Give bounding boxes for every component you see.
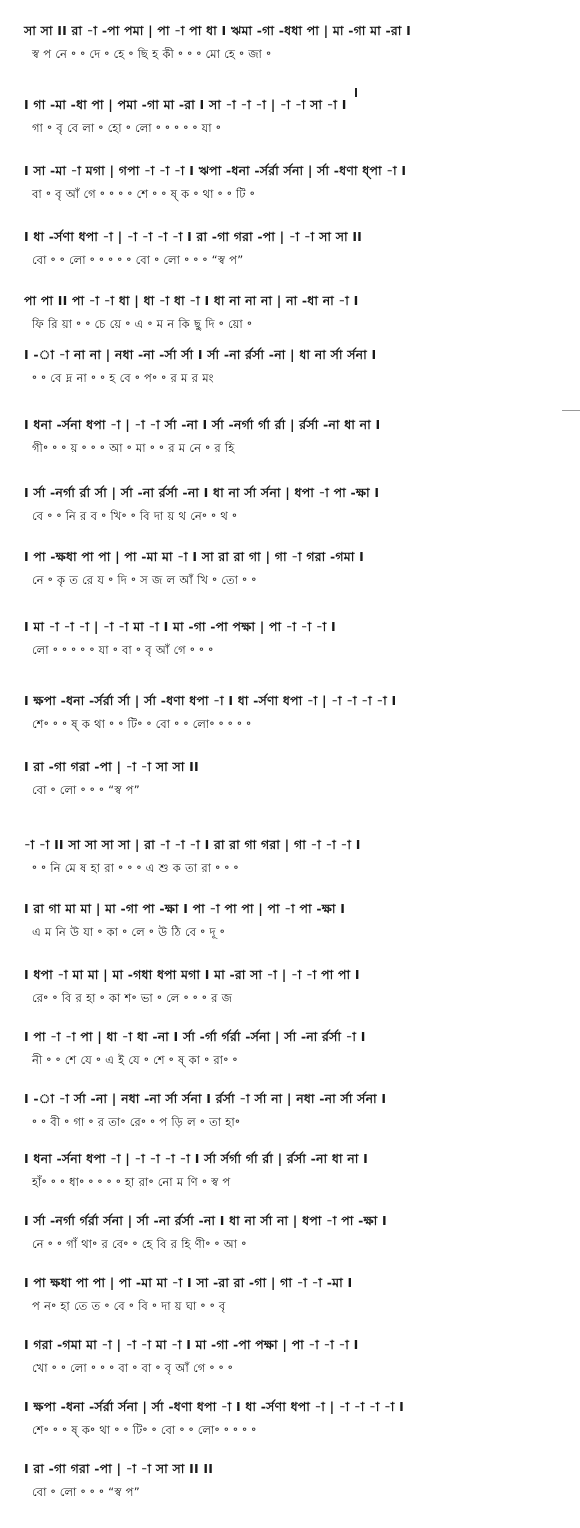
notes-line: I রা -গা গরা -পা | -া -া সা সা II II	[24, 1461, 214, 1476]
notes-line: I সা -মা -া মগা | গপা -া -া -া I ঋপা -ধনা -র্সর্রা র্সনা | র্সা -ধণা ধ্পা -া I	[24, 163, 407, 178]
lyrics-line: বা ॰ বৃ আঁ গে ॰ ॰ ॰ ॰ শে ॰ ॰ ষ্ ক ॰ থা ॰ ॰ টি ॰	[32, 187, 255, 201]
notes-line: I গরা -গমা মা -া | -া -া মা -া I মা -গা -পা পক্ষা | পা -া -া -া I	[24, 1337, 359, 1352]
notes-line: I ধনা -র্সনা ধপা -া | -া -া -া -া I র্সা র্সর্গা র্গা র্রা | র্রর্সা -না ধা না I	[24, 1151, 368, 1166]
lyrics-line: হাঁ॰ ॰ ॰ ধা॰ ॰ ॰ ॰ ॰ হা রা॰ নো ম ণি ॰ স্ব প	[32, 1175, 231, 1189]
notes-line: পা পা II পা -া -া ধা | ধা -া ধা -া I ধা না না না | না -ধা না -া I	[24, 293, 359, 308]
notes-line: I পা -া -া পা | ধা -া ধা -না I র্সা -র্গা র্গর্রা -র্সনা | র্সা -না র্রর্সা -া I	[24, 1029, 366, 1044]
notation-row-7	[24, 416, 544, 456]
notes-line: I ক্ষপা -ধনা -র্সর্রা র্সা | র্সা -ধণা ধপা -া I ধা -র্সণা ধপা -া | -া -া -া -া I	[24, 693, 397, 708]
notes-line: I গা -মা -ধা পা | পমা -গা মা -রা I সা -া -া -া | -া -া সা -া I	[24, 97, 347, 112]
notation-row-15	[24, 966, 544, 1006]
notation-row-22	[24, 1398, 544, 1438]
notes-line: সা সা II রা -া -পা পমা | পা -া পা ধা I ঋমা -গা -ধধা পা | মা -গা মা -রা I	[24, 23, 411, 38]
lyrics-line: বে ॰ ॰ নি র ব ॰ খি॰ ॰ বি দা য় থ নে॰ ॰ থ ॰	[32, 509, 238, 523]
lyrics-line: নে ॰ ॰ গাঁ থা॰ র বে॰ ॰ হে বি র হি ণী॰ ॰ আ ॰	[32, 1237, 247, 1251]
lyrics-line: শে॰ ॰ ॰ ষ্ ক থা ॰ ॰ টি॰ ॰ বো ॰ ॰ লো॰ ॰ ॰ ॰ ॰	[32, 717, 252, 731]
notation-row-14	[24, 900, 544, 940]
notation-row-19	[24, 1212, 544, 1252]
notes-line: I পা -ক্ষধা পা পা | পা -মা মা -া I সা রা রা গা | গা -া গরা -গমা I	[24, 549, 364, 564]
lyrics-line: রে॰ ॰ বি র হা ॰ কা শ॰ ভা ॰ লে ॰ ॰ ॰ র জ	[32, 991, 233, 1005]
notes-line: I -া -া র্সা -না | নধা -না র্সা র্সনা I র্রর্সা -া র্সা না | নধা -না র্সা র্সনা I	[24, 1091, 387, 1106]
notes-line: I রা -গা গরা -পা | -া -া সা সা II	[24, 759, 199, 774]
notation-row-20	[24, 1274, 544, 1314]
lyrics-line: বো ॰ লো ॰ ॰ ॰ “স্ব প”	[32, 1485, 140, 1499]
notes-line: I র্সা -নর্গা র্গর্রা র্সনা | র্সা -না র্রর্সা -না I ধা না র্সা না | ধপা -া পা -ক্ষা I	[24, 1213, 387, 1228]
lyrics-line: গা ॰ বৃ বে লা ॰ হো ॰ লো ॰ ॰ ॰ ॰ ॰ যা ॰	[32, 121, 222, 135]
lyrics-line: শে॰ ॰ ॰ ষ্ ক॰ থা ॰ ॰ টি॰ ॰ বো ॰ ॰ লো॰ ॰ ॰ ॰ ॰	[32, 1423, 257, 1437]
lyrics-line: খো ॰ ॰ লো ॰ ॰ ॰ বা ॰ বা ॰ বৃ আঁ গে ॰ ॰ ॰	[32, 1361, 233, 1375]
notation-row-6	[24, 346, 544, 386]
notes-line: I ধা -র্সণা ধপা -া | -া -া -া -া I রা -গা গরা -পা | -া -া সা সা II	[24, 229, 363, 244]
lyrics-line: এ ম নি উ যা ॰ কা ॰ লে ॰ উ ঠি বে ॰ দূ ॰	[32, 925, 225, 939]
lyrics-line: ॰ ॰ বে দ্ন না ॰ ॰ হ বে ॰ প॰ ॰ র ম র মং	[32, 371, 214, 385]
notation-row-9	[24, 548, 544, 588]
notation-row-13	[24, 836, 544, 876]
notation-row-10	[24, 618, 544, 658]
notes-line: I -া -া না না | নধা -না -র্সা র্সা I র্সা -না র্রর্সা -না | ধা না র্সা র্সনা I	[24, 347, 377, 362]
lyrics-line: বো ॰ লো ॰ ॰ ॰ “স্ব প”	[32, 783, 140, 797]
notes-line: -া -া II সা সা সা সা | রা -া -া -া I রা রা গা গরা | গা -া -া -া I	[24, 837, 361, 852]
notation-row-11	[24, 692, 544, 732]
margin-line	[562, 410, 580, 411]
notes-line: I ক্ষপা -ধনা -র্সর্রা র্সনা | র্সা -ধণা ধপা -া I ধা -র্সণা ধপা -া | -া -া -া -া I	[24, 1399, 405, 1414]
notation-row-18	[24, 1150, 544, 1190]
notation-row-16	[24, 1028, 544, 1068]
lyrics-line: ফি রি য়া ॰ ॰ চে য়ে ॰ এ ॰ ম ন কি ছু দি ॰ য়ো ॰	[32, 317, 253, 331]
notation-row-8	[24, 484, 544, 524]
notation-row-17	[24, 1090, 544, 1130]
lyrics-line: নে ॰ কৃ ত রে য ॰ দি ॰ স জ ল আঁ খি ॰ তো ॰ ॰	[32, 573, 257, 587]
lyrics-line: লো ॰ ॰ ॰ ॰ ॰ যা ॰ বা ॰ বৃ আঁ গে ॰ ॰ ॰	[32, 643, 214, 657]
notes-line: I ধনা -র্সনা ধপা -া | -া -া র্সা -না I র্সা -নর্গা র্গা র্রা | র্রর্সা -না ধা না I	[24, 417, 381, 432]
lyrics-line: ॰ ॰ বী ॰ গা ॰ র তা॰ রে॰ ॰ প ড়ি ল ॰ তা হা॰	[32, 1115, 241, 1129]
notation-row-4	[24, 228, 544, 268]
notation-row-2	[24, 96, 544, 136]
notes-line: I র্সা -নর্গা র্রা র্সা | র্সা -না র্রর্সা -না I ধা না র্সা র্সনা | ধপা -া পা -ক্ষা I	[24, 485, 380, 500]
notation-row-12	[24, 758, 544, 798]
notation-row-1	[24, 22, 544, 62]
lyrics-line: নী ॰ ॰ শে যে ॰ এ ই যে ॰ শে ॰ ষ্ কা ॰ রা॰ ॰	[32, 1053, 238, 1067]
lyrics-line: স্ব প নে ॰ ॰ দে ॰ হে ॰ ছি হ কী ॰ ॰ ॰ মো হে ॰ জা ॰	[32, 47, 272, 61]
notes-line: I ধপা -া মা মা | মা -গধা ধপা মগা I মা -রা সা -া | -া -া পা পা I	[24, 967, 360, 982]
notation-row-21	[24, 1336, 544, 1376]
notation-row-23	[24, 1460, 544, 1500]
lyrics-line: বো ॰ ॰ লো ॰ ॰ ॰ ॰ ॰ বো ॰ লো ॰ ॰ ॰ “স্ব প”	[32, 253, 244, 267]
notes-line: I মা -া -া -া | -া -া মা -া I মা -গা -পা পক্ষা | পা -া -া -া I	[24, 619, 336, 634]
notation-row-5	[24, 292, 544, 332]
notes-line: I রা গা মা মা | মা -গা পা -ক্ষা I পা -া পা পা | পা -া পা -ক্ষা I	[24, 901, 346, 916]
lyrics-line: ॰ ॰ নি মে ষ হা রা ॰ ॰ ॰ এ শু ক তা রা ॰ ॰ ॰	[32, 861, 239, 875]
notation-row-3	[24, 162, 544, 202]
lyrics-line: গী॰ ॰ ॰ য় ॰ ॰ ॰ আ ॰ মা ॰ ॰ র ম নে ॰ র হি	[32, 441, 235, 455]
notes-line: I পা ক্ষধা পা পা | পা -মা মা -া I সা -রা রা -গা | গা -া -া -মা I	[24, 1275, 353, 1290]
lyrics-line: প ন॰ হা তে ত ॰ বে ॰ বি ॰ দা য় ঘা ॰ ॰ বৃ	[32, 1299, 226, 1313]
